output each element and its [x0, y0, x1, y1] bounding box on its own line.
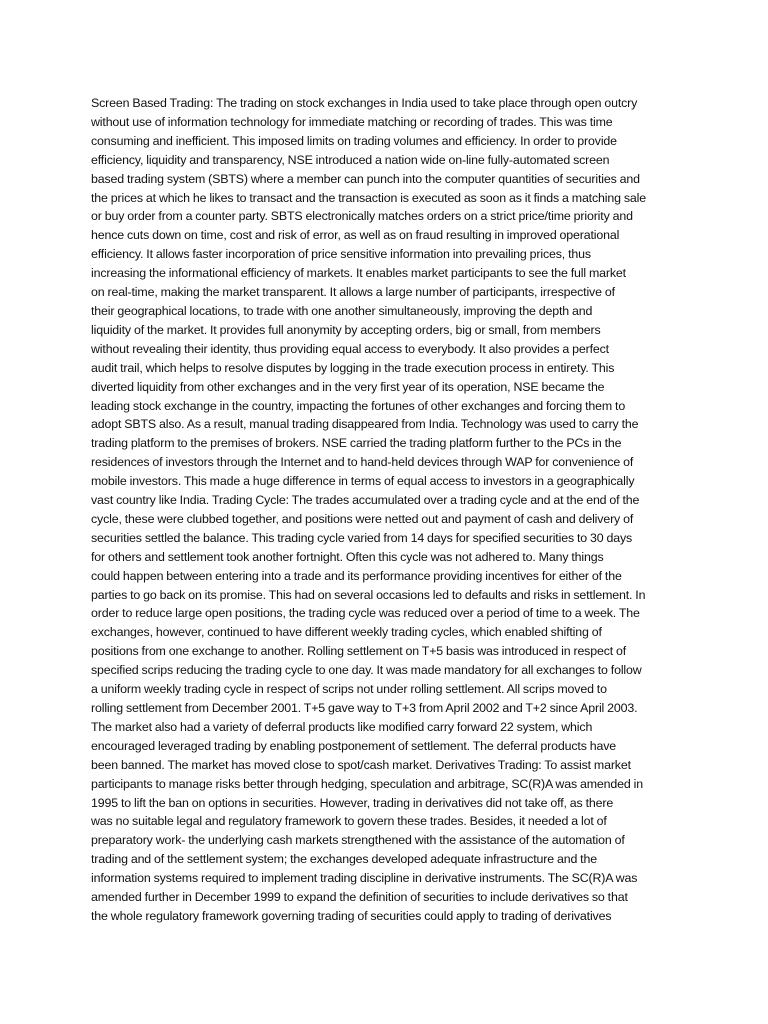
text-line: without use of information technology for immediate matching or recording of trades. This was time — [91, 114, 613, 129]
text-line: 1995 to lift the ban on options in securities. However, trading in derivatives did not take off, as there — [91, 795, 614, 810]
text-line: without revealing their identity, thus providing equal access to everybody. It also provides a perfect — [91, 341, 609, 356]
text-line: diverted liquidity from other exchanges and in the very first year of its operation, NSE became the — [91, 379, 605, 394]
text-line: a uniform weekly trading cycle in respect of scrips not under rolling settlement. All scrips moved to — [91, 682, 607, 697]
text-line: leading stock exchange in the country, impacting the fortunes of other exchanges and forcing them to — [91, 398, 626, 413]
text-line: efficiency. It allows faster incorporation of price sensitive information into prevailing prices, thus — [91, 247, 591, 262]
text-line: based trading system (SBTS) where a member can punch into the computer quantities of securities and — [91, 171, 640, 186]
text-line: Screen Based Trading: The trading on stock exchanges in India used to take place through open outcry — [91, 96, 638, 110]
text-line: consuming and inefficient. This imposed limits on trading volumes and efficiency. In order to provide — [91, 133, 617, 148]
text-line: information systems required to implement trading discipline in derivative instruments. The SC(R)A was — [91, 871, 638, 886]
text-line: specified scrips reducing the trading cycle to one day. It was made mandatory for all exchanges to follow — [91, 663, 642, 678]
text-line: cycle, these were clubbed together, and positions were netted out and payment of cash and delivery of — [91, 511, 634, 526]
text-line: on real-time, making the market transparent. It allows a large number of participants, irrespective of — [91, 285, 615, 300]
text-line: was no suitable legal and regulatory framework to govern these trades. Besides, it needed a lot of — [91, 814, 607, 829]
text-line: hence cuts down on time, cost and risk of error, as well as on fraud resulting in improved operational — [91, 228, 620, 243]
text-line: increasing the informational efficiency of markets. It enables market participants to see the full market — [91, 266, 626, 281]
text-line: securities settled the balance. This trading cycle varied from 14 days for specified securities to 30 days — [91, 530, 633, 545]
text-line: participants to manage risks better through hedging, speculation and arbitrage, SC(R)A was amended in — [91, 776, 643, 791]
text-line: amended further in December 1999 to expand the definition of securities to include derivatives so that — [91, 890, 628, 905]
body-paragraph — [91, 94, 691, 926]
text-line: audit trail, which helps to resolve disputes by logging in the trade execution process in entirety. This — [91, 360, 615, 375]
text-line: liquidity of the market. It provides full anonymity by accepting orders, big or small, from members — [91, 322, 601, 337]
text-line: preparatory work- the underlying cash markets strengthened with the assistance of the automation of — [91, 833, 625, 848]
text-line: the prices at which he likes to transact and the transaction is executed as soon as it finds a matching sale — [91, 190, 646, 205]
text-line: order to reduce large open positions, the trading cycle was reduced over a period of time to a week. The — [91, 606, 640, 621]
text-line: trading and of the settlement system; the exchanges developed adequate infrastructure and the — [91, 852, 597, 867]
text-line: for others and settlement took another fortnight. Often this cycle was not adhered to. Many things — [91, 549, 604, 564]
text-line: could happen between entering into a trade and its performance providing incentives for either of the — [91, 568, 622, 583]
text-line: efficiency, liquidity and transparency, NSE introduced a nation wide on-line fully-automated screen — [91, 152, 610, 167]
text-line: rolling settlement from December 2001. T+5 gave way to T+3 from April 2002 and T+2 since April 2003. — [91, 701, 638, 715]
text-line: trading platform to the premises of brokers. NSE carried the trading platform further to the PCs in the — [91, 436, 622, 451]
text-line: adopt SBTS also. As a result, manual trading disappeared from India. Technology was used to carry the — [91, 417, 639, 432]
text-line: the whole regulatory framework governing trading of securities could apply to trading of derivatives — [91, 908, 612, 923]
text-line: their geographical locations, to trade with one another simultaneously, improving the depth and — [91, 303, 593, 318]
text-line: vast country like India. Trading Cycle: The trades accumulated over a trading cycle and at the end of the — [91, 493, 640, 508]
text-line: exchanges, however, continued to have different weekly trading cycles, which enabled shifting of — [91, 625, 602, 640]
text-line: mobile investors. This made a huge difference in terms of equal access to investors in a geographically — [91, 474, 635, 489]
text-line: The market also had a variety of deferral products like modified carry forward 22 system, which — [91, 719, 593, 734]
text-line: positions from one exchange to another. Rolling settlement on T+5 basis was introduced in respect of — [91, 644, 627, 659]
text-line: been banned. The market has moved close to spot/cash market. Derivatives Trading: To assist market — [91, 757, 631, 772]
text-line: or buy order from a counter party. SBTS electronically matches orders on a strict price/time priority and — [91, 209, 633, 224]
text-line: residences of investors through the Internet and to hand-held devices through WAP for convenience of — [91, 455, 634, 470]
text-line: parties to go back on its promise. This had on several occasions led to defaults and risks in settlement. In — [91, 587, 646, 602]
text-line: encouraged leveraged trading by enabling postponement of settlement. The deferral products have — [91, 738, 617, 753]
